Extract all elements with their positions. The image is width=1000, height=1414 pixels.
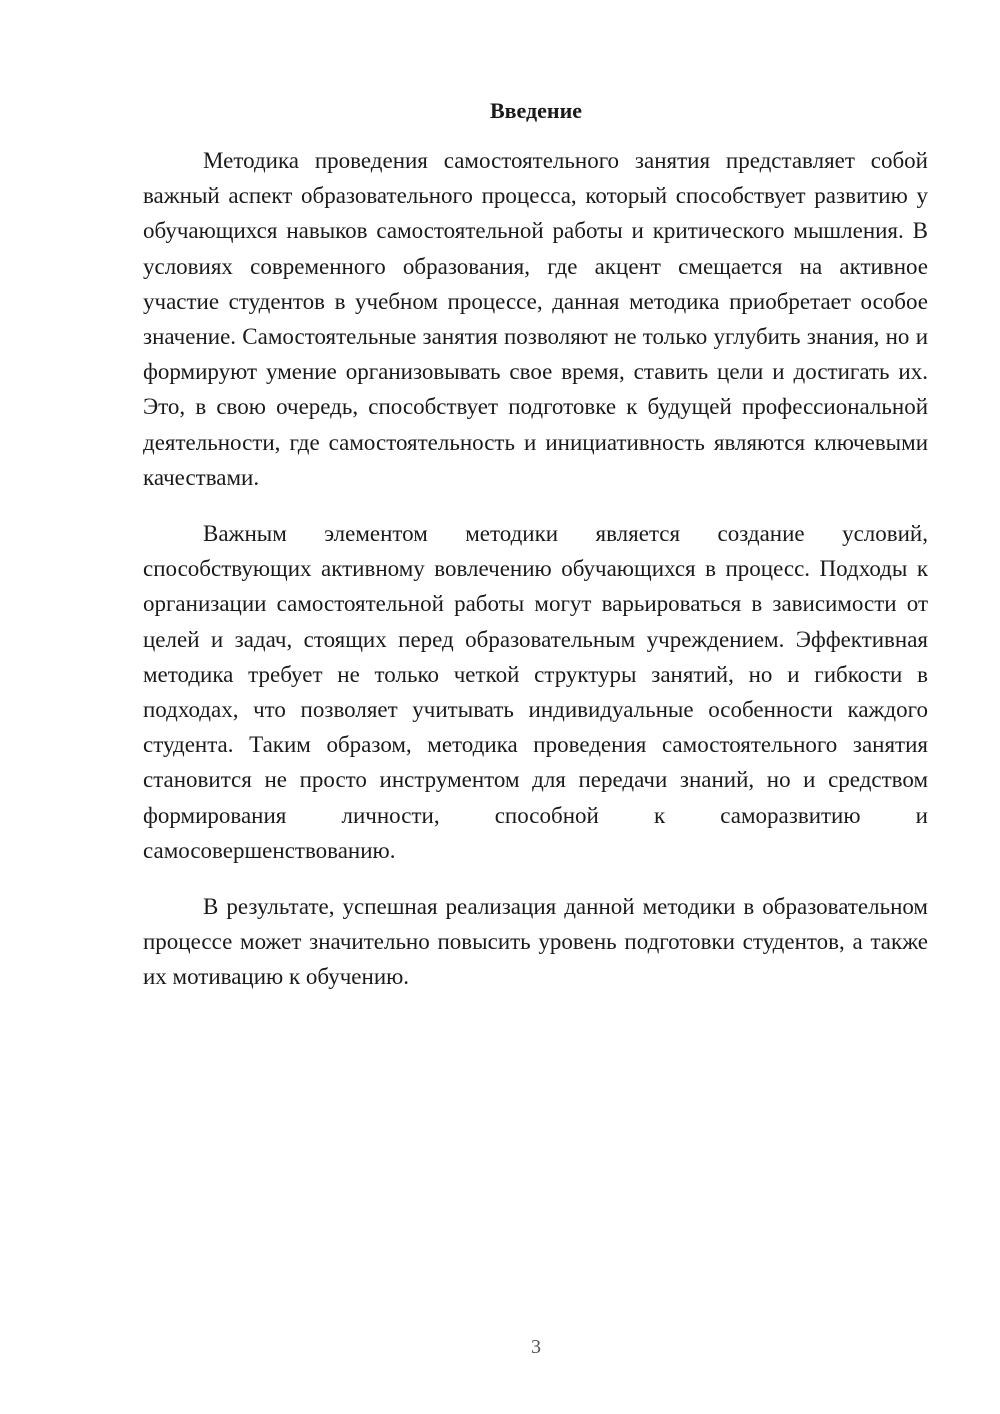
page-number: 3 — [531, 1336, 541, 1358]
paragraph-2: Важным элементом методики является создание условий, способствующих активному вовлечению обучающихся в процесс. Подходы к организации самостоятельной работы могут варьироваться в зависимости от целей и задач, стоящих перед образовательным учреждением. Эффективная методика требует не только четкой структуры занятий, но и гибкости в подходах, что позволяет учитывать индивидуальные особенности каждого студента. Таким образом, методика проведения самостоятельного занятия становится не просто инструментом для передачи знаний, но и средством формирования личности, способной к саморазвитию и самосовершенствованию. — [143, 521, 928, 863]
body-text — [143, 143, 928, 1016]
paragraph-3: В результате, успешная реализация данной методики в образовательном процессе может значительно повысить уровень подготовки студентов, а также их мотивацию к обучению. — [143, 894, 928, 990]
page-title: Введение — [489, 98, 583, 123]
paragraph-1: Методика проведения самостоятельного занятия представляет собой важный аспект образовательного процесса, который способствует развитию у обучающихся навыков самостоятельной работы и критического мышления. В условиях современного образования, где акцент смещается на активное участие студентов в учебном процессе, данная методика приобретает особое значение. Самостоятельные занятия позволяют не только углубить знания, но и формируют умение организовывать свое время, ставить цели и достигать их. Это, в свою очередь, способствует подготовке к будущей профессиональной деятельности, где самостоятельность и инициативность являются ключевыми качествами. — [143, 148, 928, 490]
